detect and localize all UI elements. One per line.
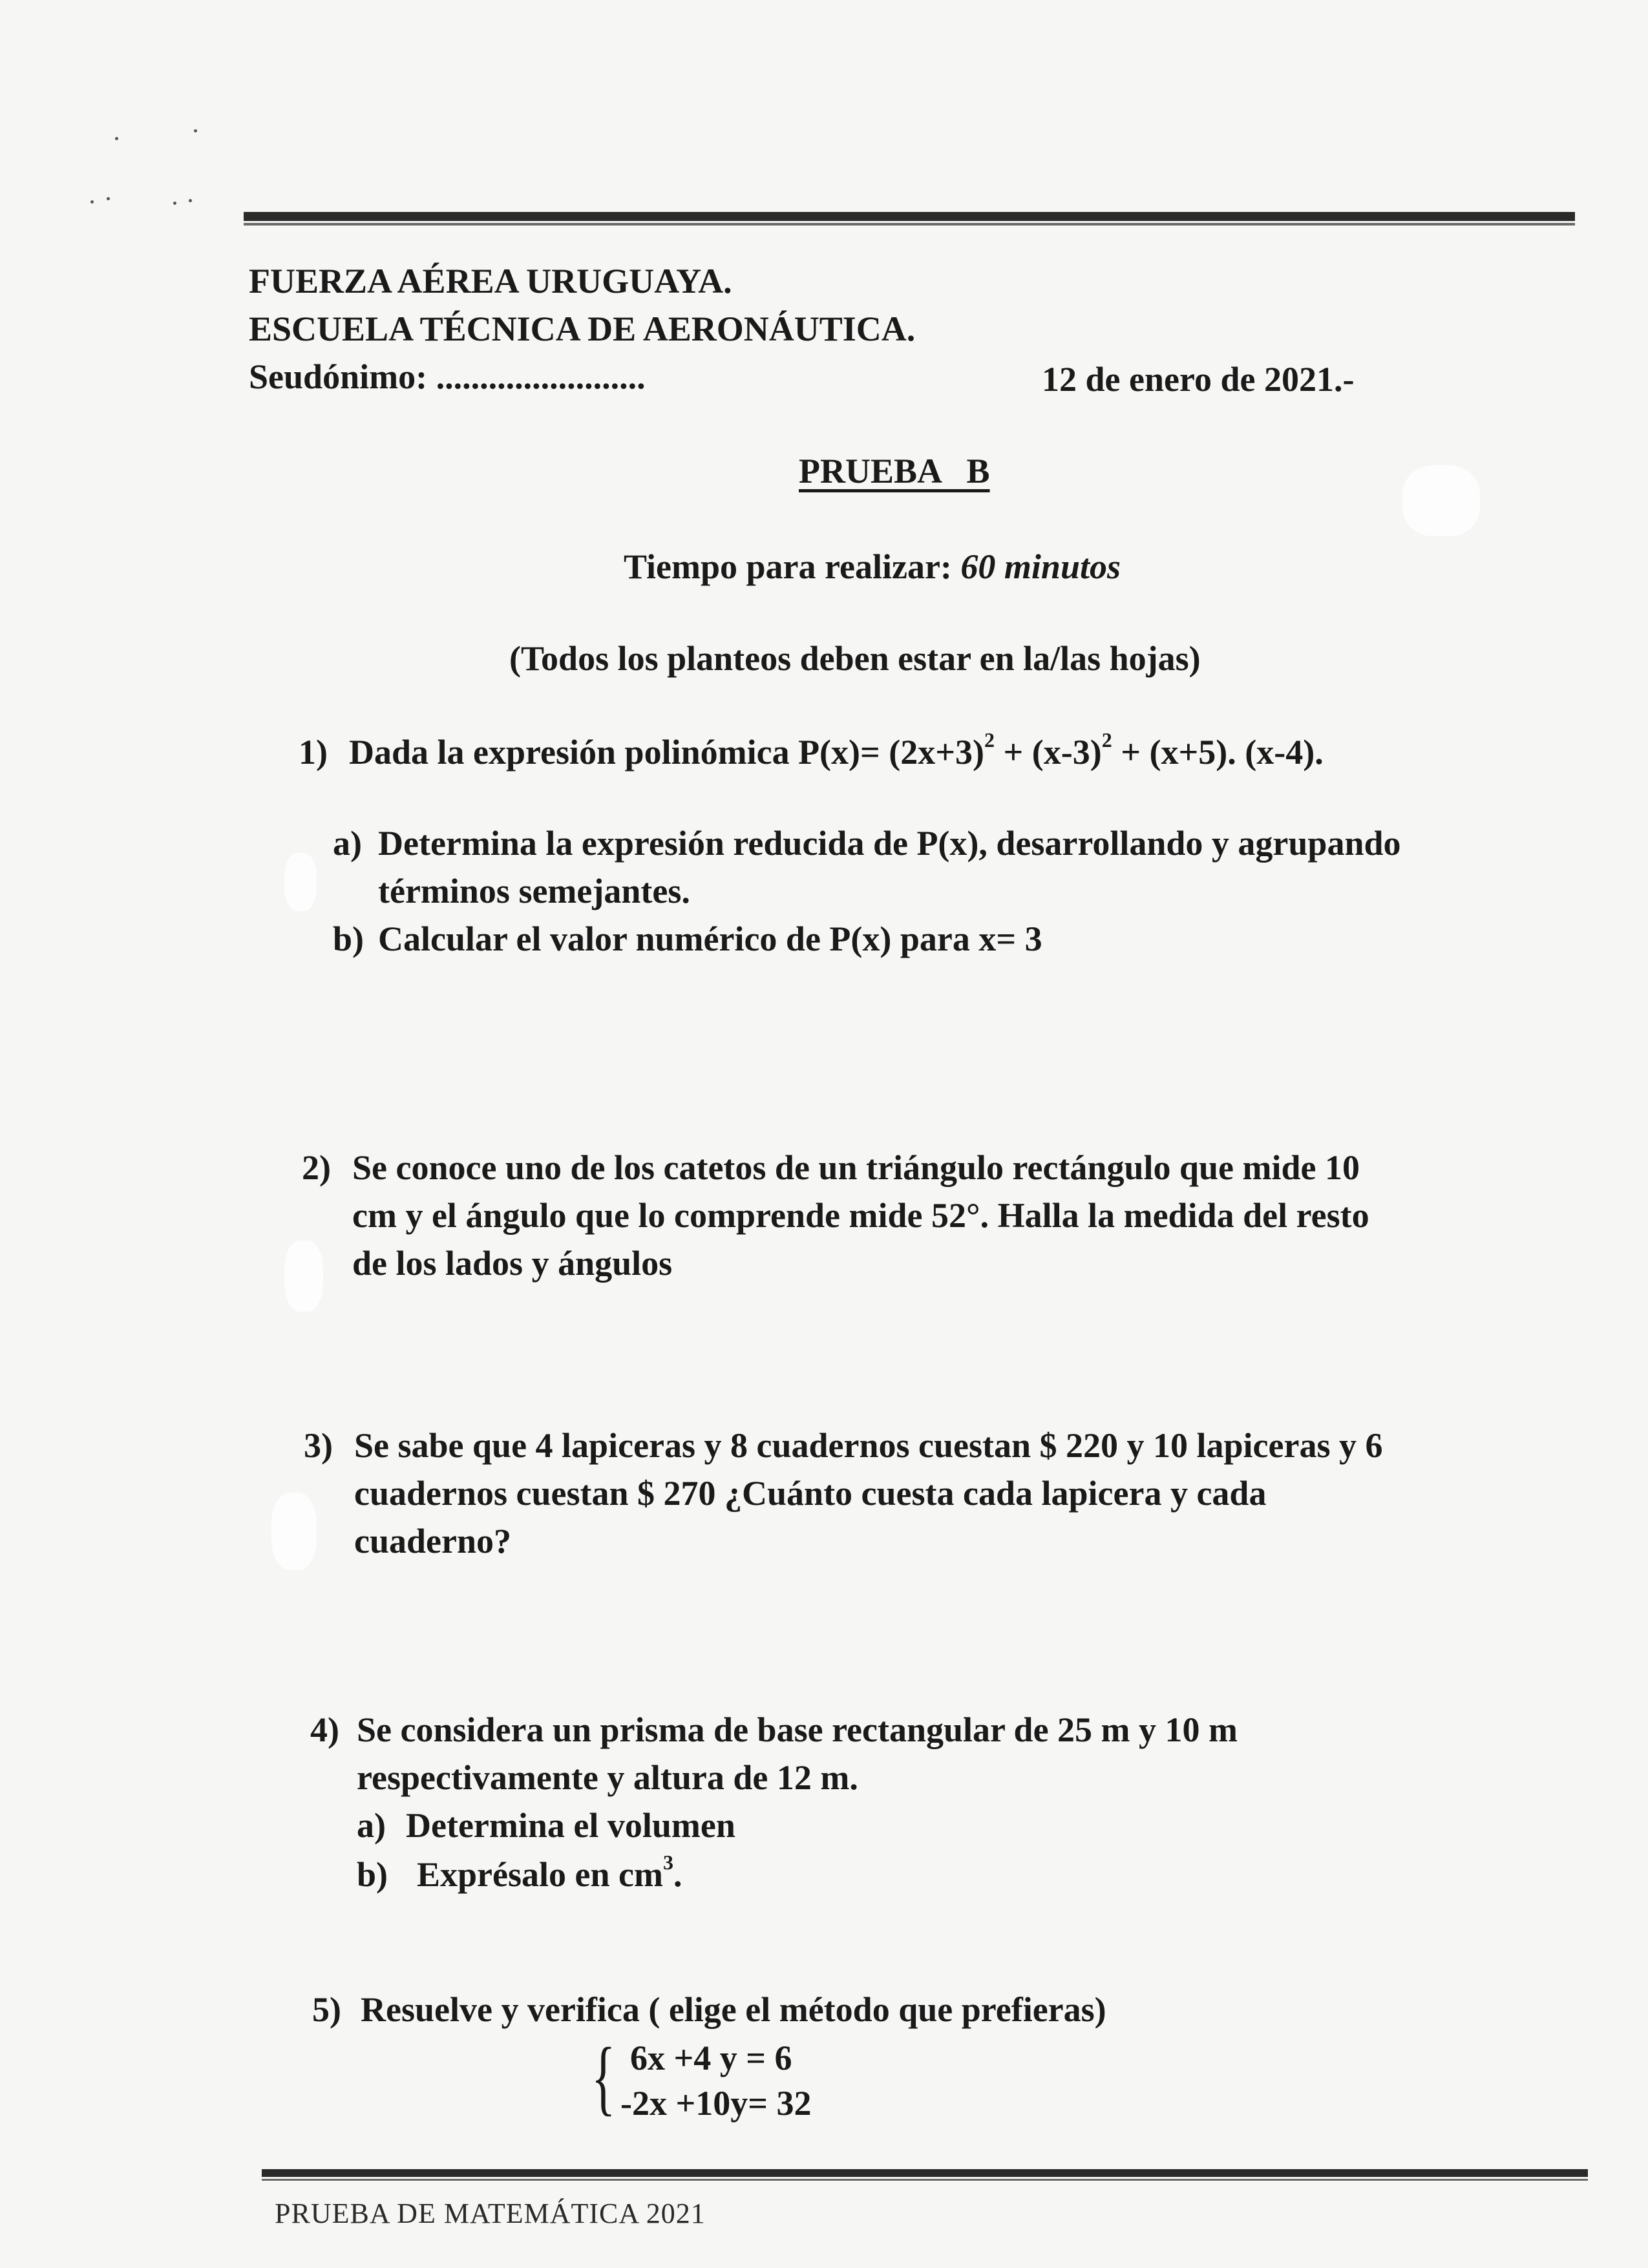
- q4b-label: b): [357, 1855, 388, 1894]
- top-rule-thin: [244, 223, 1575, 226]
- q1a-line1: Determina la expresión reducida de P(x), desarrollando y agrupando: [378, 824, 1401, 863]
- q5-eq2: -2x +10y= 32: [620, 2084, 812, 2123]
- q5-eq1: 6x +4 y = 6: [630, 2039, 792, 2077]
- q4-number: 4): [310, 1710, 339, 1749]
- time-value: 60 minutos: [960, 547, 1121, 586]
- instruction: (Todos los planteos deben estar en la/las hojas): [509, 639, 1201, 678]
- q2-line3: de los lados y ángulos: [352, 1244, 673, 1283]
- q2-number: 2): [302, 1148, 331, 1187]
- q1-number: 1): [299, 733, 328, 772]
- correction-smudge: [271, 1493, 317, 1570]
- school-name: ESCUELA TÉCNICA DE AERONÁUTICA.: [249, 310, 916, 348]
- bottom-rule-thin: [262, 2179, 1588, 2181]
- q1a-label: a): [333, 824, 362, 863]
- q5-text: Resuelve y verifica ( elige el método que prefieras): [361, 1990, 1106, 2029]
- time-label: Tiempo para realizar:: [624, 547, 952, 586]
- bottom-rule: [262, 2169, 1588, 2177]
- q3-number: 3): [304, 1426, 333, 1465]
- q4a-label: a): [357, 1806, 386, 1845]
- scan-speck: [194, 129, 197, 132]
- correction-smudge: [1402, 465, 1480, 536]
- q1b-label: b): [333, 919, 364, 958]
- exam-title: PRUEBA B: [799, 452, 990, 490]
- q3-line1: Se sabe que 4 lapiceras y 8 cuadernos cuestan $ 220 y 10 lapiceras y 6: [354, 1426, 1383, 1465]
- time-line: [624, 543, 1121, 591]
- q2-line1: Se conoce uno de los catetos de un triángulo rectángulo que mide 10: [352, 1148, 1360, 1187]
- system-brace: {: [591, 2031, 616, 2124]
- exam-date: 12 de enero de 2021.-: [1042, 360, 1355, 399]
- q3-line3: cuaderno?: [354, 1522, 511, 1560]
- correction-smudge: [284, 1241, 323, 1312]
- scan-speck: [173, 202, 176, 205]
- correction-smudge: [284, 853, 317, 911]
- scan-speck: [115, 137, 118, 140]
- top-rule: [244, 212, 1575, 221]
- pseudonym-field: Seudónimo: ........................: [249, 357, 646, 396]
- page-footer: PRUEBA DE MATEMÁTICA 2021: [275, 2198, 706, 2229]
- q5-number: 5): [312, 1990, 341, 2029]
- q1b-text: Calcular el valor numérico de P(x) para x= 3: [378, 919, 1042, 958]
- q4b-text: Exprésalo en $cm^3$.: [417, 1851, 682, 1894]
- scan-speck: [107, 197, 110, 200]
- institution-name: FUERZA AÉREA URUGUAYA.: [249, 262, 732, 300]
- q4a-text: Determina el volumen: [406, 1806, 735, 1845]
- q4-line2: respectivamente y altura de 12 m.: [357, 1758, 858, 1797]
- q2-line2: cm y el ángulo que lo comprende mide 52°. Halla la medida del resto: [352, 1196, 1369, 1235]
- q1a-line2: términos semejantes.: [378, 872, 690, 910]
- q4-line1: Se considera un prisma de base rectangular de 25 m y 10 m: [357, 1710, 1238, 1749]
- q1-statement: Dada la expresión polinómica $P(x)= (2x+3)^2 + (x-3)^2 + (x+5)$. (x-4).: [349, 728, 1324, 772]
- q3-line2: cuadernos cuestan $ 270 ¿Cuánto cuesta cada lapicera y cada: [354, 1474, 1267, 1513]
- scan-speck: [90, 200, 94, 204]
- scan-speck: [189, 199, 192, 202]
